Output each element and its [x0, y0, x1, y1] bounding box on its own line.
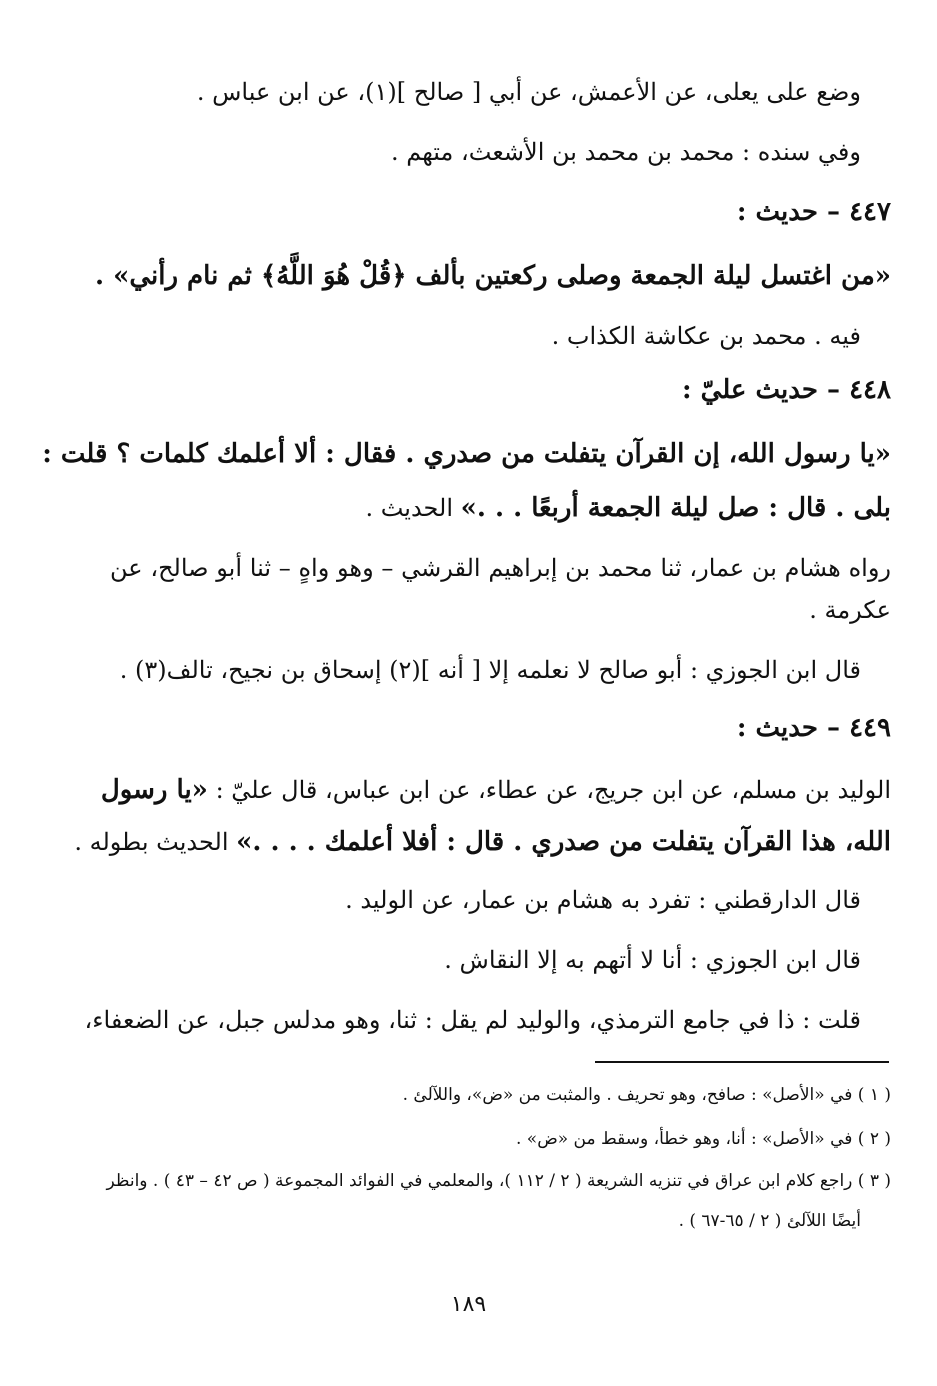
footnote-3-text: ( ٣ ) راجع كلام ابن عراق في تنزيه الشريعة ( ٢ / ١١٢ )، والمعلمي في الفوائد المجموعة ( ص ٤٢ – ٤٣ ) . وانظر — [106, 1171, 891, 1191]
line-2-text: وفي سنده : محمد بن محمد بن الأشعث، متهم . — [391, 138, 861, 166]
text-line-5 — [105, 316, 861, 356]
text-line-17 — [84, 1000, 861, 1040]
page-number: ١٨٩ — [450, 1292, 487, 1317]
line-5-text: فيه . محمد بن عكاشة الكذاب . — [551, 322, 861, 350]
footnote-separator — [595, 1061, 889, 1063]
footnote-2-text: ( ٢ ) في «الأصل» : أنا، وهو خطأ، وسقط من «ض» . — [515, 1129, 891, 1149]
line-1-text: وضع على يعلى، عن الأعمش، عن أبي [ صالح ](١)، عن ابن عباس . — [196, 78, 861, 106]
heading-448-text: ٤٤٨ – حديث عليّ : — [682, 375, 891, 405]
line-9-text: رواه هشام بن عمار، ثنا محمد بن إبراهيم القرشي – وهو واهٍ – ثنا أبو صالح، عن — [110, 554, 891, 582]
text-line-1 — [105, 72, 861, 112]
footnote-3-continuation — [105, 1206, 861, 1236]
matn-448-text-2: بلى . قال : صل ليلة الجمعة أربعًا . . .» — [460, 493, 891, 523]
heading-449-text: ٤٤٩ – حديث : — [736, 713, 891, 743]
matn-449-tail: الحديث بطوله . — [74, 828, 237, 856]
matn-448-text-1: «يا رسول الله، إن القرآن يتفلت من صدري . فقال : ألا أعلمك كلمات ؟ قلت : — [42, 439, 891, 469]
hadith-448-heading — [105, 370, 891, 410]
line-13-bold-tail: «يا رسول — [100, 775, 208, 805]
hadith-447-heading — [105, 192, 891, 232]
matn-448-tail: الحديث . — [365, 494, 461, 522]
line-15-text: قال الدارقطني : تفرد به هشام بن عمار، عن الوليد . — [345, 886, 861, 914]
footnote-3 — [106, 1166, 891, 1196]
text-line-11 — [105, 650, 861, 690]
footnote-1 — [105, 1080, 891, 1110]
text-line-2 — [105, 132, 861, 172]
text-line-9 — [110, 548, 891, 588]
line-16-text: قال ابن الجوزي : أنا لا أتهم به إلا النقاش . — [444, 946, 861, 974]
matn-449-text: الله، هذا القرآن يتفلت من صدري . قال : أفلا أعلمك . . . .» — [236, 827, 891, 857]
text-line-16 — [105, 940, 861, 980]
hadith-447-matn — [94, 256, 891, 296]
hadith-448-matn-line-1 — [42, 434, 891, 474]
footnote-2 — [105, 1124, 891, 1154]
matn-447-text: «من اغتسل ليلة الجمعة وصلى ركعتين بألف ﴿قُلْ هُوَ اللَّهُ﴾ ثم نام رأني» . — [94, 261, 891, 291]
footnote-3-continuation-text: أيضًا اللآلئ ( ٢ / ٦٥-٦٧ ) . — [678, 1211, 861, 1231]
footnote-1-text: ( ١ ) في «الأصل» : صافح، وهو تحريف . والمثبت من «ض»، واللآلئ . — [402, 1085, 891, 1105]
line-13-text: الوليد بن مسلم، عن ابن جريج، عن عطاء، عن ابن عباس، قال عليّ : — [207, 776, 891, 804]
line-17-text: قلت : ذا في جامع الترمذي، والوليد لم يقل : ثنا، وهو مدلس جبل، عن الضعفاء، — [84, 1006, 861, 1034]
heading-447-text: ٤٤٧ – حديث : — [736, 197, 891, 227]
line-11-text: قال ابن الجوزي : أبو صالح لا نعلمه إلا [ أنه ](٢) إسحاق بن نجيح، تالف(٣) . — [119, 656, 861, 684]
hadith-449-matn — [74, 822, 891, 862]
line-10-text: عكرمة . — [809, 596, 891, 624]
text-line-10 — [105, 590, 891, 630]
hadith-449-heading — [105, 708, 891, 748]
text-line-15 — [105, 880, 861, 920]
hadith-448-matn-line-2 — [105, 488, 891, 528]
text-line-13 — [100, 770, 891, 810]
